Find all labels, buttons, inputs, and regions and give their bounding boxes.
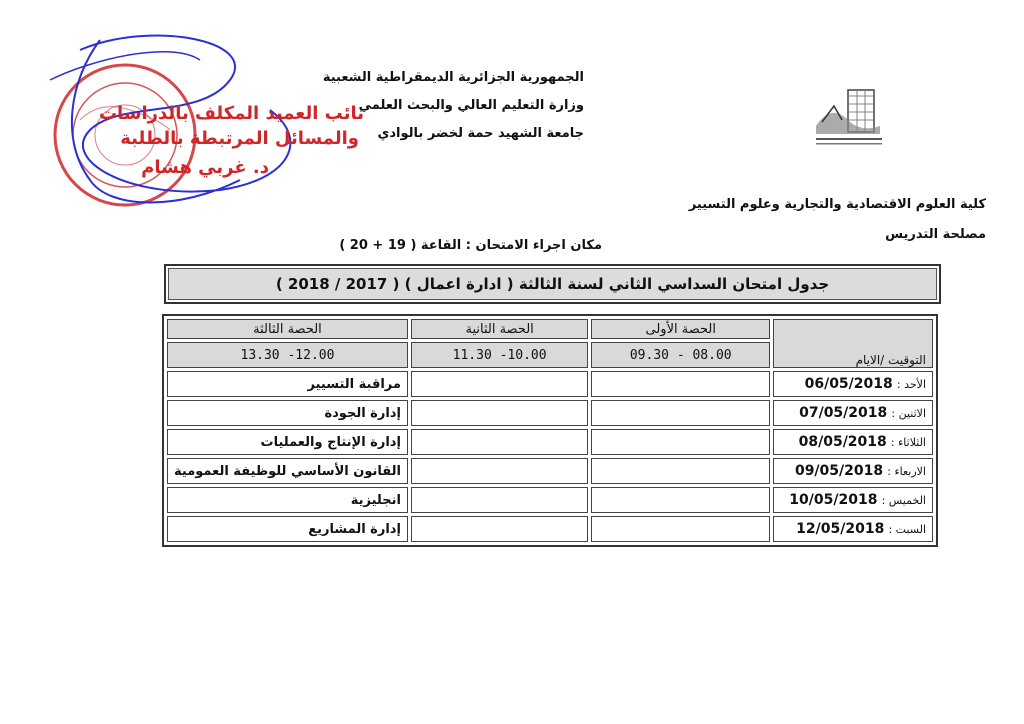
exam-date: 06/05/2018 [804, 376, 893, 392]
ministry-heading: وزارة التعليم العالي والبحث العلمي [358, 98, 584, 113]
exam-date: 07/05/2018 [799, 405, 888, 421]
table-row [167, 487, 933, 513]
schedule-title: جدول امتحان السداسي الثاني لسنة الثالثة ( ادارة اعمال ) ( 2017 / 2018 ) [275, 275, 830, 293]
slot-1-cell [591, 487, 770, 513]
slot-2-cell [411, 400, 588, 426]
university-logo [812, 82, 886, 150]
table-row [167, 371, 933, 397]
table-row [167, 400, 933, 426]
republic-heading: الجمهورية الجزائرية الديمقراطية الشعبية [322, 70, 584, 85]
exam-date: 08/05/2018 [798, 434, 887, 450]
faculty-name: كلية العلوم الاقتصادية والتجارية وعلوم التسيير [688, 197, 986, 212]
stamp-line-3: د. غربي هشام [141, 157, 269, 178]
slot-1-time: 08.00 - 09.30 [591, 342, 770, 368]
schedule-title-box [164, 264, 941, 304]
teaching-service: مصلحة التدريس [885, 227, 986, 242]
day-cell [773, 429, 933, 455]
day-name: الاربعاء : [887, 465, 926, 478]
exam-schedule-table [162, 314, 938, 547]
slot-label-row [167, 319, 933, 339]
table-row [167, 458, 933, 484]
exam-location: مكان اجراء الامتحان : القاعة ( 19 + 20 ) [339, 238, 602, 253]
table-row [167, 516, 933, 542]
day-name: السبت : [888, 523, 926, 536]
slot-2-cell [411, 371, 588, 397]
slot-3-time: 12.00- 13.30 [167, 342, 408, 368]
day-name: الاثنين : [891, 407, 926, 420]
day-cell [773, 516, 933, 542]
stamp-line-2: والمسائل المرتبطة بالطلبة [120, 128, 359, 149]
day-cell [773, 487, 933, 513]
slot-2-cell [411, 458, 588, 484]
day-name: الأحد : [896, 378, 926, 391]
exam-date: 12/05/2018 [796, 521, 885, 537]
slot-2-time: 10.00- 11.30 [411, 342, 588, 368]
day-name: الخميس : [881, 494, 926, 507]
university-heading: جامعة الشهيد حمة لخضر بالوادي [377, 126, 584, 141]
table-row [167, 429, 933, 455]
exam-date: 10/05/2018 [789, 492, 878, 508]
slot-2-cell [411, 429, 588, 455]
slot-2-cell [411, 516, 588, 542]
subject-cell: إدارة الجودة [167, 400, 408, 426]
day-name: الثلاثاء : [890, 436, 926, 449]
slot-2-label: الحصة الثانية [411, 319, 588, 339]
stamp-line-1: نائب العميد المكلف بالدراسات [98, 103, 364, 124]
subject-cell: إدارة المشاريع [167, 516, 408, 542]
slot-1-cell [591, 371, 770, 397]
slot-1-cell [591, 400, 770, 426]
day-cell [773, 400, 933, 426]
slot-1-cell [591, 516, 770, 542]
slot-3-label: الحصة الثالثة [167, 319, 408, 339]
subject-cell: انجليزية [167, 487, 408, 513]
subject-cell: إدارة الإنتاج والعمليات [167, 429, 408, 455]
day-cell [773, 458, 933, 484]
corner-label: التوقيت /الايام [773, 319, 933, 368]
slot-1-label: الحصة الأولى [591, 319, 770, 339]
subject-cell: القانون الأساسي للوظيفة العمومية [167, 458, 408, 484]
slot-2-cell [411, 487, 588, 513]
slot-1-cell [591, 429, 770, 455]
exam-date: 09/05/2018 [794, 463, 884, 479]
day-cell [773, 371, 933, 397]
slot-1-cell [591, 458, 770, 484]
subject-cell: مراقبة التسيير [167, 371, 408, 397]
